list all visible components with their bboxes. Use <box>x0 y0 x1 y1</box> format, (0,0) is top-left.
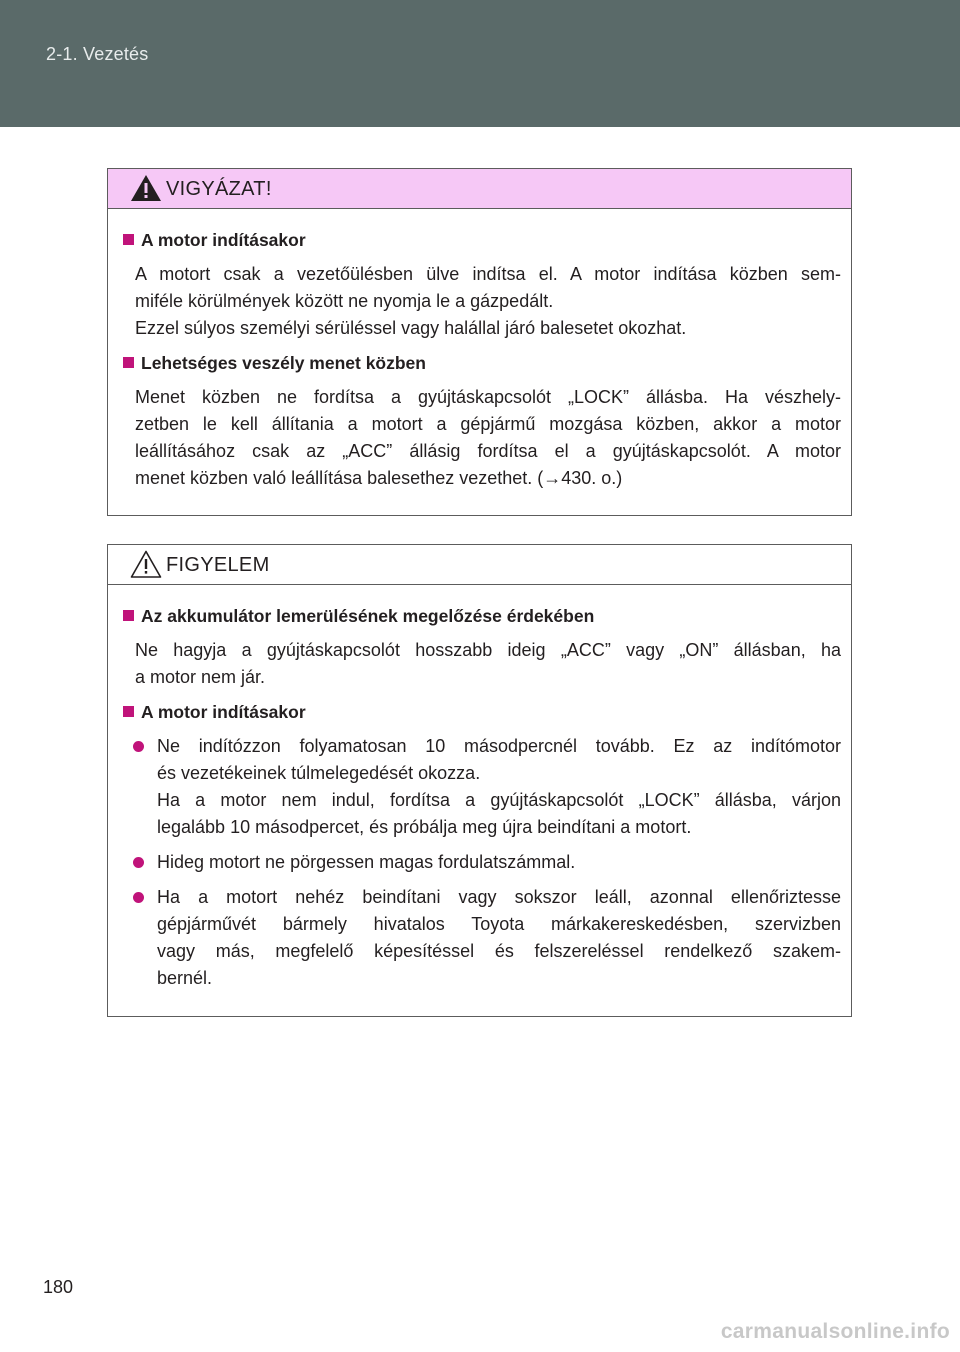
chapter-title: 2-1. Vezetés <box>46 44 149 64</box>
square-bullet-icon <box>123 234 134 245</box>
notice-header <box>108 545 851 585</box>
notice-box <box>107 544 852 1017</box>
circle-bullet-icon <box>133 892 144 903</box>
section-heading: Az akkumulátor lemerülésének megelőzése érdekében <box>123 603 841 629</box>
circle-bullet-icon <box>133 857 144 868</box>
page-number: 180 <box>43 1277 74 1297</box>
notice-title: FIGYELEM <box>166 554 270 576</box>
circle-bullet-icon <box>133 741 144 752</box>
section-heading: A motor indításakor <box>123 699 841 725</box>
caution-title: VIGYÁZAT! <box>166 178 272 200</box>
watermark: carmanualsonline.info <box>720 1320 950 1343</box>
page-header <box>0 0 960 127</box>
section-paragraph: A motort csak a vezetőülésben ülve indítsa el. A motor indítása közben sem- miféle körülmények között ne nyomja le a gázpedált. Ezzel súlyos személyi sérüléssel vagy halállal járó balesetet okozhat. <box>135 264 841 338</box>
warning-icon <box>129 173 163 203</box>
warning-outline-icon <box>129 549 163 579</box>
square-bullet-icon <box>123 706 134 717</box>
section-heading: A motor indításakor <box>123 227 841 253</box>
caution-header <box>108 169 851 209</box>
section-paragraph: Menet közben ne fordítsa a gyújtáskapcsolót „LOCK” állásba. Ha vészhely- zetben le kell állítania a motort a gépjármű mozgása közben, akkor a motor leállításához csak az „ACC” állásig fordítsa el a gyújtáskapcsolót. A motor menet közben való leállítása balesethez vezethet. (→430. o.) <box>135 387 841 488</box>
list-item: Ha a motort nehéz beindítani vagy sokszor leáll, azonnal ellenőriztesse gépjárművét bármely hivatalos Toyota márkakereskedésben, szervizben vagy más, megfelelő képesítéssel és felszereléssel rendelkező szakem- bernél. <box>123 884 841 992</box>
caution-box <box>107 168 852 516</box>
section-heading: Lehetséges veszély menet közben <box>123 350 841 376</box>
list-item: Ne indítózzon folyamatosan 10 másodpercnél tovább. Ez az indítómotor és vezetékeinek túlmelegedését okozza. Ha a motor nem indul, fordítsa a gyújtáskapcsolót „LOCK” állásba, várjon legalább 10 másodpercet, és próbálja meg újra beindítani a motort. <box>123 733 841 841</box>
square-bullet-icon <box>123 357 134 368</box>
square-bullet-icon <box>123 610 134 621</box>
list-item: Hideg motort ne pörgessen magas fordulatszámmal. <box>123 849 841 876</box>
section-paragraph: Ne hagyja a gyújtáskapcsolót hosszabb ideig „ACC” vagy „ON” állásban, ha a motor nem jár. <box>135 640 841 687</box>
